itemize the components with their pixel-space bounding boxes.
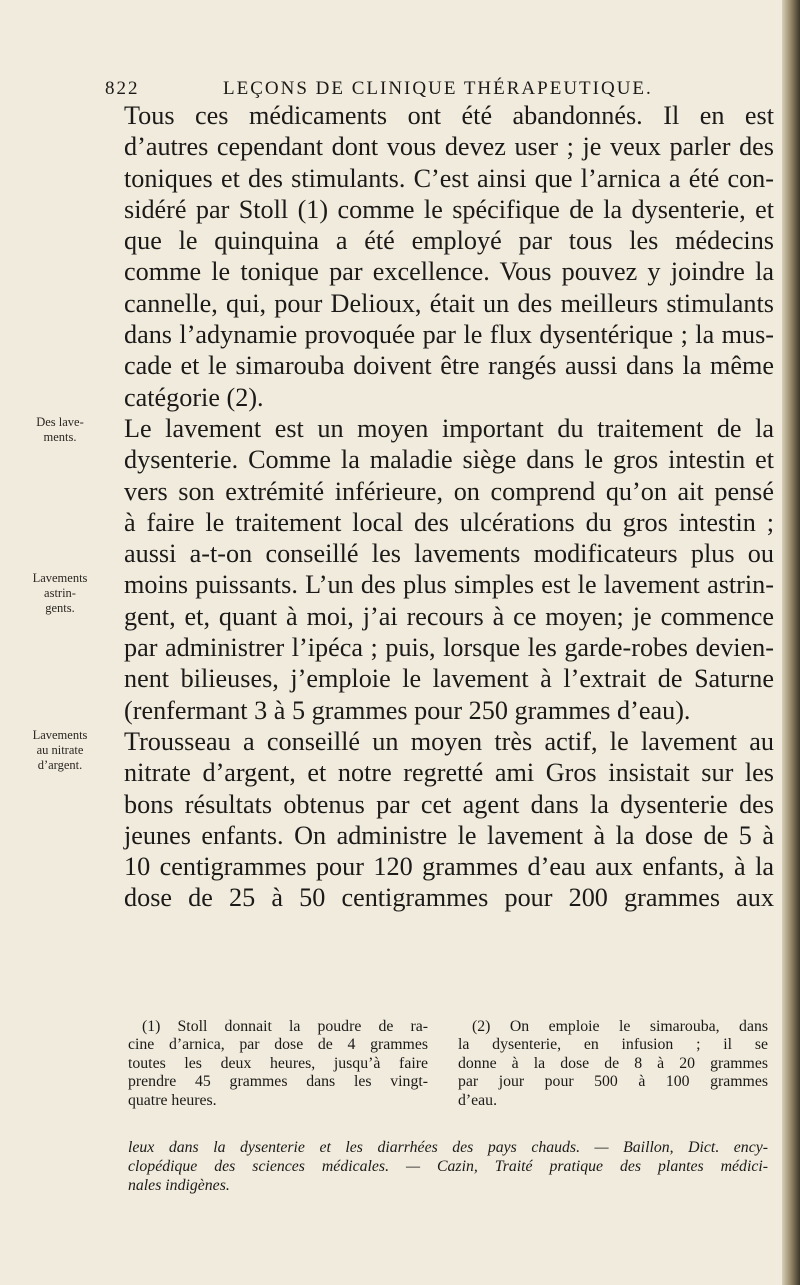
body-line: dysenterie. Comme la maladie siège dans le gros intestin et [124, 445, 774, 475]
body-line: dans l’adynamie provoquée par le flux dysentérique ; la mus- [124, 320, 774, 350]
continued-footnote: leux dans la dysenterie et les diarrhées des pays chauds. — Baillon, Dict. ency- clopédique des sciences médicales. — Cazin, Traité pratique des plantes médici- nales indigènes. [128, 1139, 768, 1194]
body-line: aussi a-t-on conseillé les lavements modificateurs plus ou [124, 539, 774, 569]
body-line: cade et le simarouba doivent être rangés aussi dans la même [124, 351, 774, 381]
body-line: moins puissants. L’un des plus simples est le lavement astrin- [124, 570, 774, 600]
margin-note-astringents: Lavements astrin- gents. [32, 571, 88, 615]
body-line: gent, et, quant à moi, j’ai recours à ce moyen; je commence [124, 601, 774, 631]
body-line: vers son extrémité inférieure, on comprend qu’on ait pensé [124, 476, 774, 506]
body-line: à faire le traitement local des ulcérations du gros intestin ; [124, 507, 774, 537]
body-line: dose de 25 à 50 centigrammes pour 200 grammes aux [124, 883, 774, 913]
body-line: Le lavement est un moyen important du traitement de la [124, 413, 774, 443]
body-line: cannelle, qui, pour Delioux, était un des meilleurs stimulants [124, 288, 774, 318]
body-line: nitrate d’argent, et notre regretté ami Gros insistait sur les [124, 758, 774, 788]
body-line: jeunes enfants. On administre le lavement à la dose de 5 à [124, 820, 774, 850]
footnotes [128, 1018, 768, 1108]
body-line: 10 centigrammes pour 120 grammes d’eau aux enfants, à la [124, 852, 774, 882]
body-line: bons résultats obtenus par cet agent dans la dysenterie des [124, 789, 774, 819]
footnote-2: (2) On emploie le simarouba, dans la dysenterie, en infusion ; il se donne à la dose de 8 à 20 grammes par jour pour 500 à 100 grammes d’eau. [458, 1018, 768, 1109]
body-line: par administrer l’ipéca ; puis, lorsque les garde-robes devien- [124, 633, 774, 663]
footnote-1: (1) Stoll donnait la poudre de ra- cine d’arnica, par dose de 4 grammes toutes les deux heures, jusqu’à faire prendre 45 grammes dans les vingt- quatre heures. [128, 1018, 428, 1109]
page-number: 822 [105, 78, 140, 99]
body-line: toniques et des stimulants. C’est ainsi que l’arnica a été con- [124, 163, 774, 193]
running-title: LEÇONS DE CLINIQUE THÉRAPEUTIQUE. [223, 78, 653, 99]
margin-note-nitrate: Lavements au nitrate d’argent. [32, 728, 88, 772]
body-line: catégorie (2). [124, 382, 264, 412]
body-text [124, 100, 774, 914]
body-line: nent bilieuses, j’emploie le lavement à l’extrait de Saturne [124, 664, 774, 694]
book-spine-edge [782, 0, 800, 1285]
body-line: Tous ces médicaments ont été abandonnés. Il en est [124, 101, 774, 130]
body-line: d’autres cependant dont vous devez user ; je veux parler des [124, 132, 774, 162]
body-line: (renfermant 3 à 5 grammes pour 250 grammes d’eau). [124, 695, 691, 725]
body-line: comme le tonique par excellence. Vous pouvez y joindre la [124, 257, 774, 287]
body-line: que le quinquina a été employé par tous les médecins [124, 226, 774, 256]
body-line: sidéré par Stoll (1) comme le spécifique de la dysenterie, et [124, 194, 774, 224]
body-line: Trousseau a conseillé un moyen très actif, le lavement au [124, 726, 774, 756]
margin-note-lavements: Des lave- ments. [36, 415, 84, 444]
